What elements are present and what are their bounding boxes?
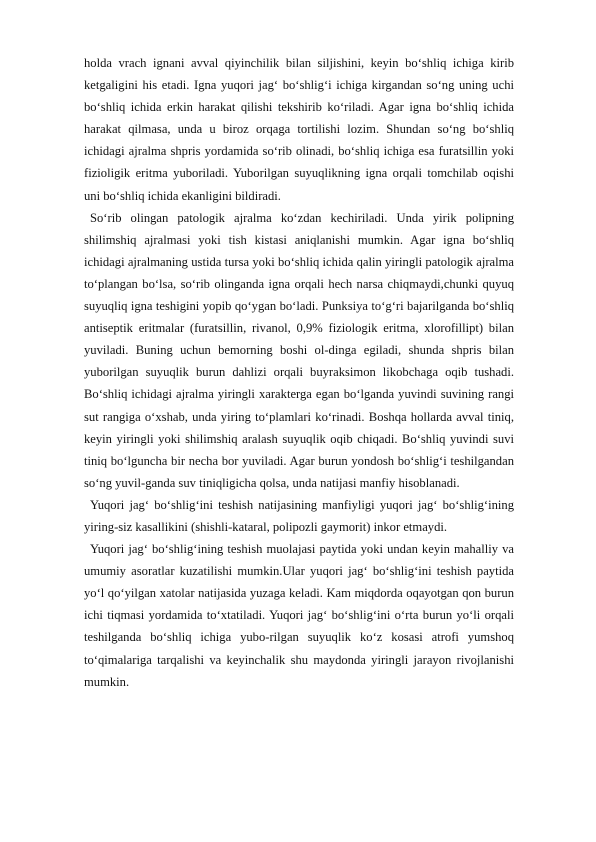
paragraph-3: Yuqori jag‘ bo‘shlig‘ini teshish natijasining manfiyligi yuqori jag‘ bo‘shlig‘ining yiring-siz kasallikini (shishli-kataral, polipozli gaymorit) inkor etmaydi.: [84, 497, 514, 534]
document-page: [84, 52, 514, 693]
paragraph-4: Yuqori jag‘ bo‘shlig‘ining teshish muolajasi paytida yoki undan keyin mahalliy va umumiy asoratlar kuzatilishi mumkin.Ular yuqori jag‘ bo‘shlig‘ini teshish paytida yo‘l qo‘yilgan xatolar natijasida yuzaga keladi. Kam miqdorda oqayotgan qon burun ichi tiqmasi yordamida to‘xtatiladi. Yuqori jag‘ bo‘shlig‘ini o‘rta burun yo‘li orqali teshilganda bo‘shliq ichiga yubo-rilgan suyuqlik ko‘z kosasi atrofi yumshoq to‘qimalariga tarqalishi va keyinchalik shu maydonda yiringli jarayon rivojlanishi mumkin.: [84, 542, 514, 689]
paragraph-2: So‘rib olingan patologik ajralma ko‘zdan kechiriladi. Unda yirik polipning shilimshiq ajralmasi yoki tish kistasi aniqlanishi mumkin. Agar igna bo‘shliq ichidagi ajralmaning ustida tursa yoki bo‘shliq ichida qalin yiringli patologik ajralma to‘plangan bo‘lsa, so‘rib olinganda igna orqali hech narsa chiqmaydi,chunki quyuq suyuqliq igna teshigini yopib qo‘ygan bo‘ladi. Punksiya to‘g‘ri bajarilganda bo‘shliq antiseptik eritmalar (furatsillin, rivanol, 0,9% fiziologik eritma, xlorofillipt) bilan yuviladi. Buning uchun bemorning boshi ol-dinga egiladi, shunda shpris bilan yuborilgan suyuqlik burun dahlizi orqali buyraksimon likobchaga oqib tushadi. Bo‘shliq ichidagi ajralma yiringli xarakterga egan bo‘lganda yuvindi suvining rangi sut rangiga o‘xshab, unda yiring to‘plamlari ko‘rinadi. Boshqa hollarda avval tiniq, keyin yiringli yoki shilimshiq aralash suyuqlik oqib chiqadi. Bo‘shliq yuvindi suvi tiniq bo‘lguncha bir necha bor yuviladi. Agar burun yondosh bo‘shlig‘i teshilgandan so‘ng yuvil-ganda suv tiniqligicha qolsa, unda natijasi manfiy hisoblanadi.: [84, 210, 514, 490]
paragraph-1: holda vrach ignani avval qiyinchilik bilan siljishini, keyin bo‘shliq ichiga kirib ketgaligini his etadi. Igna yuqori jag‘ bo‘shlig‘i ichiga kirgandan so‘ng uning uchi bo‘shliq ichida erkin harakat qilishi tekshirib ko‘riladi. Agar igna bo‘shliq ichida harakat qilmasa, unda u biroz orqaga tortilishi lozim. Shundan so‘ng bo‘shliq ichidagi ajralma shpris yordamida so‘rib olinadi, bo‘shliq ichiga esa furatsillin yoki fizioligik eritma yuboriladi. Yuborilgan suyuqlikning igna orqali tomchilab oqishi uni bo‘shliq ichida ekanligini bildiradi.: [84, 56, 514, 203]
